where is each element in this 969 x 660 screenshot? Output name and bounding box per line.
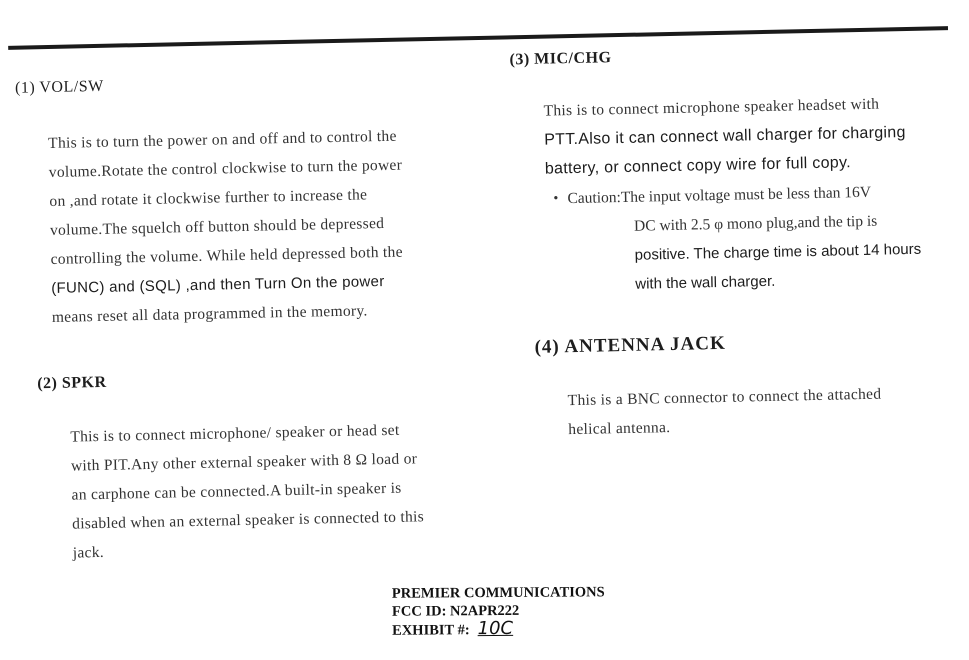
body-line: This is to connect microphone/ speaker or head set	[70, 421, 400, 446]
caution-line: with the wall charger.	[635, 272, 776, 293]
bullet-icon: •	[553, 191, 559, 207]
body-line: (FUNC) and (SQL) ,and then Turn On the power	[51, 272, 385, 297]
body-line: This is to connect microphone speaker headset with	[543, 95, 880, 120]
body-line: means reset all data programmed in the memory.	[51, 302, 368, 326]
top-rule	[8, 26, 948, 50]
caution-note	[553, 177, 922, 300]
body-line: volume.The squelch off button should be depressed	[49, 214, 385, 239]
body-line: helical antenna.	[568, 419, 671, 439]
caution-line: Caution:The input voltage must be less than 16V	[567, 183, 872, 208]
body-line: with PIT.Any other external speaker with 8 Ω load or	[70, 450, 418, 475]
body-line: disabled when an external speaker is connected to this	[72, 508, 425, 533]
section-heading-antenna-jack: (4) ANTENNA JACK	[534, 332, 726, 358]
caution-line: positive. The charge time is about 14 hours	[634, 240, 922, 264]
company-name: PREMIER COMMUNICATIONS	[391, 584, 605, 602]
section-heading-spkr: (2) SPKR	[37, 373, 107, 393]
section-body-vol-sw	[48, 122, 406, 332]
body-line: This is a BNC connector to connect the attached	[567, 385, 882, 410]
exhibit-value: 10C	[477, 617, 514, 640]
body-line: jack.	[72, 543, 105, 562]
section-heading-mic-chg: (3) MIC/CHG	[509, 49, 612, 69]
exhibit-number	[392, 619, 605, 639]
fcc-id: FCC ID: N2APR222	[391, 602, 520, 620]
exhibit-label: EXHIBIT #:	[392, 622, 470, 639]
caution-line: DC with 2.5 φ mono plug,and the tip is	[633, 212, 878, 235]
section-body-mic-chg	[543, 89, 906, 184]
body-line: battery, or connect copy wire for full copy.	[544, 154, 852, 178]
section-body-antenna-jack	[567, 380, 882, 445]
exhibit-footer	[392, 583, 605, 639]
body-line: on ,and rotate it clockwise further to increase the	[49, 186, 368, 210]
body-line: an carphone can be connected.A built-in speaker is	[71, 479, 402, 504]
body-line: PTT.Also it can connect wall charger for charging	[544, 124, 906, 149]
section-body-spkr	[70, 415, 425, 567]
body-line: volume.Rotate the control clockwise to turn the power	[48, 156, 403, 181]
body-line: controlling the volume. While held depressed both the	[50, 243, 403, 268]
section-heading-vol-sw: (1) VOL/SW	[14, 77, 104, 97]
body-line: This is to turn the power on and off and to control the	[48, 127, 397, 153]
